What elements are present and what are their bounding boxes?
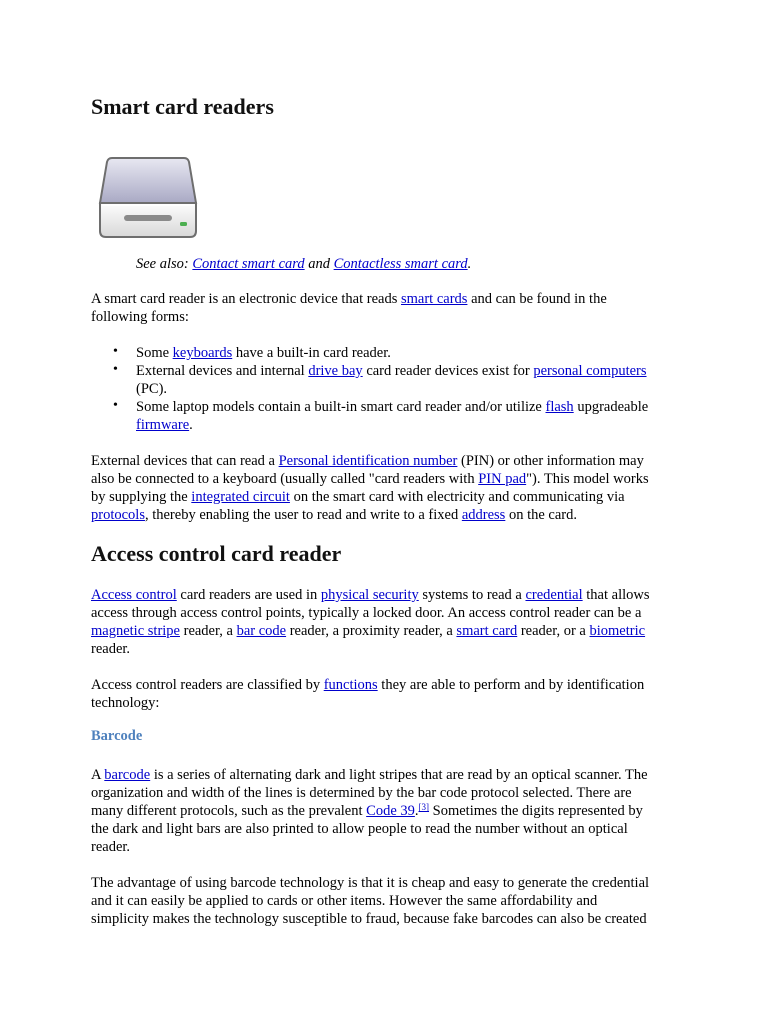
paragraph-line: by supplying the integrated circuit on the smart card with electricity and communicating via [91, 489, 625, 505]
paragraph-line: reader. [91, 839, 131, 855]
paragraph-line: and it can easily be applied to cards or other items. However the same affordability and [91, 893, 598, 909]
link-keyboards[interactable]: keyboards [172, 345, 233, 361]
list-item: Some keyboards have a built-in card reader. [136, 345, 391, 361]
paragraph-line: simplicity makes the technology susceptible to fraud, because fake barcodes can also be created [91, 911, 647, 927]
hard-drive-icon [98, 155, 198, 240]
link-code-39[interactable]: Code 39 [366, 803, 415, 819]
link-smart-cards[interactable]: smart cards [401, 291, 468, 307]
link-contact-smart-card[interactable]: Contact smart card [192, 256, 305, 272]
link-credential[interactable]: credential [525, 587, 583, 603]
paragraph-line: Access control readers are classified by functions they are able to perform and by identification [91, 677, 645, 693]
list-item-continuation: firmware. [136, 417, 193, 433]
paragraph-line: External devices that can read a Personal identification number (PIN) or other information may [91, 453, 644, 469]
link-integrated-circuit[interactable]: integrated circuit [191, 489, 290, 505]
paragraph-line: also be connected to a keyboard (usually called "card readers with PIN pad"). This model works [91, 471, 649, 487]
paragraph-line: technology: [91, 695, 160, 711]
citation-3[interactable]: [3] [418, 802, 430, 812]
list-item: External devices and internal drive bay card reader devices exist for personal computers [136, 363, 647, 379]
link-firmware[interactable]: firmware [136, 417, 190, 433]
paragraph-line: the dark and light bars are also printed to allow people to read the number without an optical [91, 821, 628, 837]
link-personal-identification-number[interactable]: Personal identification number [278, 453, 458, 469]
link-contactless-smart-card[interactable]: Contactless smart card [333, 256, 468, 272]
link-personal-computers[interactable]: personal computers [533, 363, 647, 379]
heading-smart-card-readers: Smart card readers [91, 94, 274, 119]
paragraph-line: A smart card reader is an electronic device that reads smart cards and can be found in the [91, 291, 607, 307]
paragraph-line: protocols, thereby enabling the user to read and write to a fixed address on the card. [91, 507, 578, 523]
link-protocols[interactable]: protocols [91, 507, 145, 523]
paragraph-line: Access control card readers are used in physical security systems to read a credential that allows [91, 587, 650, 603]
see-also-note: See also: Contact smart card and Contactless smart card. [136, 256, 472, 272]
link-magnetic-stripe[interactable]: magnetic stripe [91, 623, 180, 639]
paragraph-line: many different protocols, such as the prevalent Code 39.[3] Sometimes the digits represented by [91, 802, 643, 819]
link-biometric[interactable]: biometric [589, 623, 646, 639]
heading-access-control-card-reader: Access control card reader [91, 541, 342, 566]
paragraph-line: A barcode is a series of alternating dark and light stripes that are read by an optical scanner. The [91, 767, 648, 783]
paragraph-line: reader. [91, 641, 131, 657]
paragraph-line: access through access control points, typically a locked door. An access control reader can be a [91, 605, 642, 621]
bullet-icon: • [113, 362, 118, 377]
list-item: Some laptop models contain a built-in smart card reader and/or utilize flash upgradeable [136, 399, 649, 415]
bullet-icon: • [113, 398, 118, 413]
link-physical-security[interactable]: physical security [320, 587, 419, 603]
paragraph-line: following forms: [91, 309, 189, 325]
link-functions[interactable]: functions [323, 677, 378, 693]
link-bar-code[interactable]: bar code [236, 623, 287, 639]
link-address[interactable]: address [461, 507, 506, 523]
bullet-icon: • [113, 344, 118, 359]
paragraph-line: magnetic stripe reader, a bar code reader, a proximity reader, a smart card reader, or a biometric [91, 623, 646, 639]
paragraph-line: organization and width of the lines is determined by the bar code protocol selected. There are [91, 785, 632, 801]
link-smart-card[interactable]: smart card [456, 623, 518, 639]
link-barcode[interactable]: barcode [104, 767, 151, 783]
paragraph-line: The advantage of using barcode technology is that it is cheap and easy to generate the credential [91, 875, 650, 891]
link-drive-bay[interactable]: drive bay [308, 363, 363, 379]
link-pin-pad[interactable]: PIN pad [478, 471, 527, 487]
link-flash[interactable]: flash [545, 399, 574, 415]
link-access-control[interactable]: Access control [91, 587, 177, 603]
list-item-continuation: (PC). [136, 381, 168, 397]
heading-barcode: Barcode [91, 728, 143, 744]
